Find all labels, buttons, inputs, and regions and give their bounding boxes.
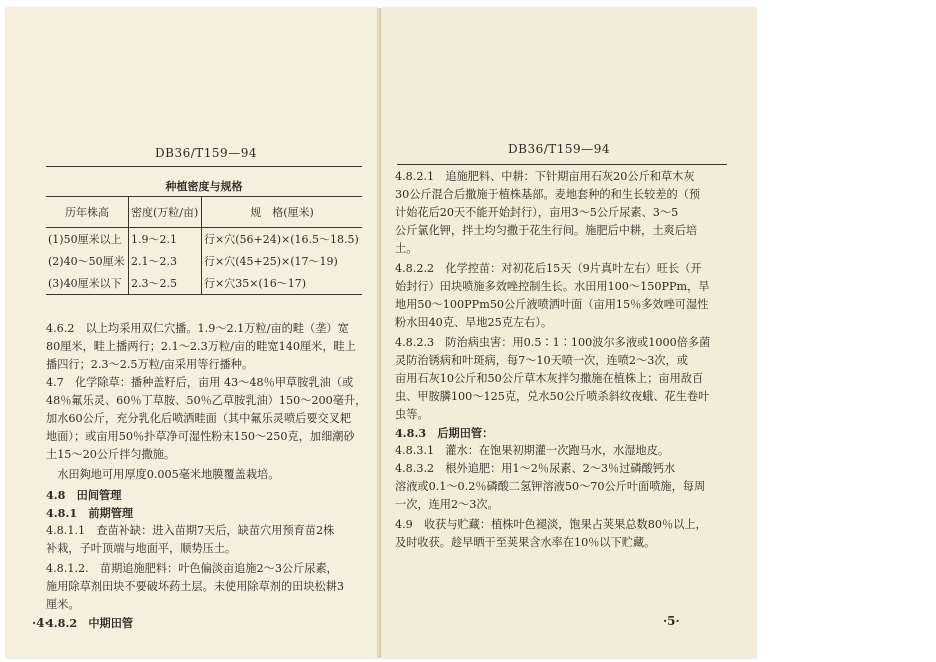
text-line: 地面）；或亩用50％扑草净可湿性粉末150～250克，加细潮砂 [46,430,355,443]
table-cell: 2.1～2.3 [129,250,202,272]
right-body-text [395,168,729,552]
text-line: 4.7 化学除草：播种盖籽后，亩用 43～48％甲草胺乳油（或 [46,376,354,389]
text-line: 溶液或0.1～0.2％磷酸二氢钾溶液50～70公斤叶面喷施，每周 [395,480,706,493]
section-heading [46,504,364,522]
text-line: 厘米。 [46,598,80,611]
table-row [46,228,362,251]
text-line: 土15～20公斤拌匀撒施。 [46,448,176,461]
text-line: 4.8.2 中期田管 [46,616,134,630]
paragraph [46,374,367,464]
planting-density-table [46,176,362,295]
paragraph [46,522,364,558]
left-page [6,8,378,658]
text-line: 加水60公斤，充分乳化后喷洒畦面（其中氟乐灵喷后要交叉耙 [46,412,352,425]
text-line: 48％氟乐灵、60％丁草胺、50％乙草胺乳油）150～200毫升， [46,394,367,407]
paragraph [395,460,729,514]
header-rule [46,166,362,167]
table-header: 密度(万粒/亩) [129,197,202,228]
right-page-header: DB36/T159—94 [508,142,610,156]
right-page [381,8,756,658]
table-cell: 1.9～2.1 [129,228,202,251]
text-line: 土。 [395,242,418,255]
section-heading [395,424,729,442]
table-cell: (3)40厘米以下 [46,272,129,295]
text-line: 4.9 收获与贮藏：植株叶色褪淡，饱果占荚果总数80％以上， [395,518,707,531]
table-row [46,272,362,295]
paragraph [395,334,729,424]
text-line: 及时收获。趁早晒干至荚果含水率在10％以下贮藏。 [395,536,656,549]
text-line: 水田夠地可用厚度0.005毫米地膜覆盖栽培。 [46,468,280,481]
text-line: 灵防治锈病和叶斑病，每7～10天喷一次，连喷2～3次，或 [395,354,688,367]
text-line: 4.8.3.2 根外追肥：用1～2％尿素、2～3％过磷酸钙水 [395,462,676,475]
header-rule [397,164,727,165]
text-line: 粉水田40克、旱地25克左右）。 [395,316,553,329]
text-line: 一次，连用2～3次。 [395,498,499,511]
text-line: 4.8.2.1 追施肥料、中耕：下针期亩用石灰20公斤和草木灰 [395,170,695,183]
text-line: 地用50～100PPm50公斤液喷洒叶面（亩用15％多效唑可湿性 [395,298,709,311]
text-line: 4.8 田间管理 [46,488,122,502]
table-cell: (2)40～50厘米 [46,250,129,272]
page-number: ·4· [32,616,49,630]
table-header: 历年株高 [46,197,129,228]
text-line: 30公斤混合后撒施于植株基部。麦地套种的和生长较差的（预 [395,188,701,201]
table-cell: 行×穴(56+24)×(16.5～18.5) [204,233,359,246]
paragraph [46,320,364,374]
text-line: 补栽，子叶顶端与地面平，顺势压土。 [46,542,237,555]
text-line: 播四行；2.3～2.5万粒/亩采用等行播种。 [46,358,254,371]
text-line: 公斤氯化钾，拌土均匀撒于花生行间。施肥后中耕，土爽后培 [395,224,698,237]
text-line: 虫等。 [395,408,429,421]
text-line: 4.6.2 以上均采用双仁穴播。1.9～2.1万粒/亩的畦（垄）宽 [46,322,349,335]
text-line: 亩用石灰10公斤和50公斤草木灰拌匀撒施在植株上；亩用敌百 [395,372,704,385]
paragraph [395,168,729,258]
table-cell: 行×穴(45+25)×(17～19) [204,255,338,268]
left-body-text [46,320,367,632]
text-line: 4.8.1 前期管理 [46,506,134,520]
section-heading [46,486,364,504]
text-line: 4.8.2.2 化学控苗：对初花后15天（9片真叶左右）旺长（开 [395,262,702,275]
text-line: 4.8.2.3 防治病虫害：用0.5∶1∶100波尔多液或1000倍多菌 [395,336,711,349]
paragraph [395,516,729,552]
text-line: 始封行）田块喷施多效唑控制生长。水田用100～150PPm，旱 [395,280,710,293]
paragraph [46,560,364,614]
page-number: ·5· [663,614,680,628]
section-heading [46,614,364,632]
paragraph [395,442,729,460]
text-line: 虫、甲胺膦100～125克，兑水50公斤喷杀斜纹夜蛾、花生卷叶 [395,390,710,403]
table-row [46,250,362,272]
table-cell: 行×穴35×(16～17) [204,277,307,290]
table-title: 种植密度与规格 [46,176,362,197]
text-line: 计始花后20天不能开始封行），亩用3～5公斤尿素、3～5 [395,206,679,219]
paragraph [46,466,364,484]
text-line: 80厘米，畦上播两行；2.1～2.3万粒/亩的畦宽140厘米，畦上 [46,340,356,353]
table-cell: (1)50厘米以上 [46,228,129,251]
table-header: 规 格(厘米) [202,197,363,228]
paragraph [395,260,729,332]
table-cell: 2.3～2.5 [129,272,202,295]
text-line: 4.8.1.2. 苗期追施肥料：叶色偏淡亩追施2～3公斤尿素， [46,562,338,575]
text-line: 4.8.3 后期田管： [395,426,494,440]
left-page-header: DB36/T159—94 [155,146,257,160]
text-line: 4.8.1.1 查苗补缺：进入苗期7天后，缺苗穴用预育苗2株 [46,524,335,537]
text-line: 4.8.3.1 灌水：在饱果初期灌一次跑马水，水湿地皮。 [395,444,670,457]
text-line: 施用除草剂田块不要破坏药土层。未使用除草剂的田块松耕3 [46,580,344,593]
